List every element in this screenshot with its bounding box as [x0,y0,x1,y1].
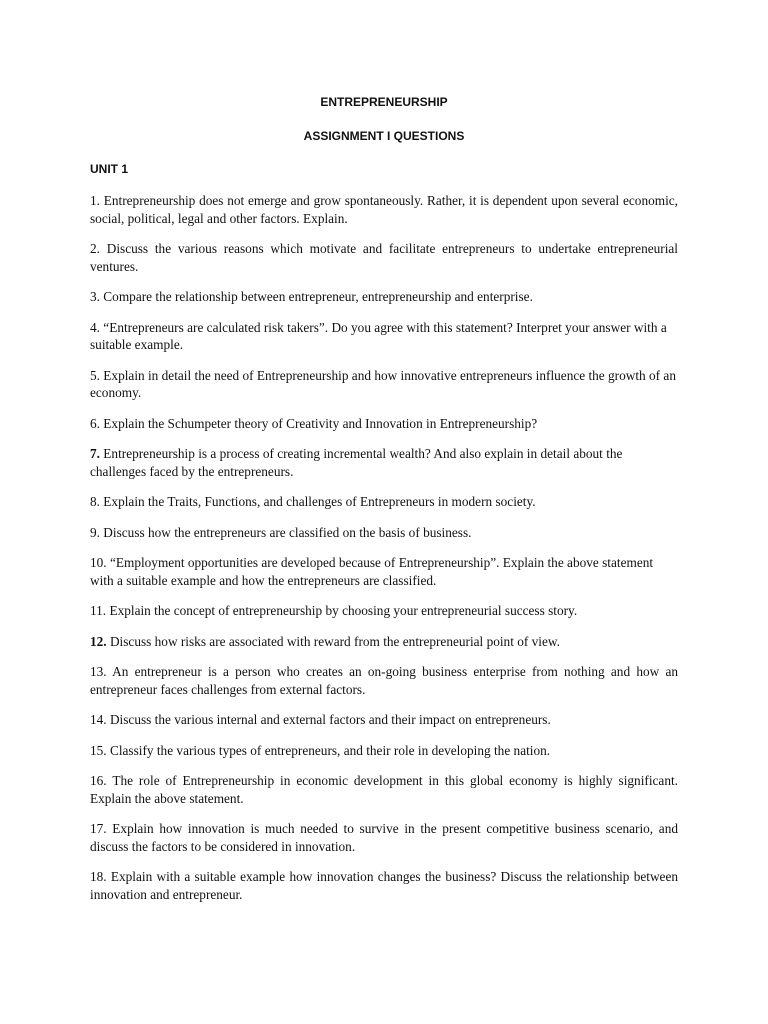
question-text: Compare the relationship between entrepreneur, entrepreneurship and enterprise. [99,289,533,304]
question-6 [90,415,678,433]
question-text: “Entrepreneurs are calculated risk takers”. Do you agree with this statement? Interpret your answer with a suitable example. [90,319,667,352]
question-number: 18. [90,869,107,884]
question-text: Discuss the various reasons which motivate and facilitate entrepreneurs to undertake entrepreneurial ventures. [90,241,678,274]
question-number: 6. [90,415,100,431]
question-number: 5. [90,367,100,383]
question-number: 16. [90,773,107,788]
question-5 [90,367,678,402]
question-12 [90,633,678,651]
question-18 [90,868,678,903]
question-text: Discuss how the entrepreneurs are classified on the basis of business. [99,524,472,540]
question-text: Explain the concept of entrepreneurship by choosing your entrepreneurial success story. [106,603,578,618]
question-10 [90,554,678,589]
document-subtitle: ASSIGNMENT I QUESTIONS [303,129,465,143]
question-text: Explain how innovation is much needed to survive in the present competitive business scenario, and discuss the factors to be considered in innovation. [90,821,678,854]
question-9 [90,524,678,542]
question-1 [90,192,678,227]
question-4 [90,319,678,354]
question-list [90,192,678,916]
question-number: 12. [90,633,107,649]
question-14 [90,711,678,729]
question-number: 1. [90,193,100,208]
question-number: 10. [90,555,107,570]
question-number: 8. [90,494,100,509]
question-number: 7. [90,446,100,461]
question-number: 3. [90,289,100,304]
question-16 [90,772,678,807]
question-7 [90,445,678,480]
question-number: 15. [90,742,107,758]
question-number: 14. [90,712,107,727]
question-number: 17. [90,821,107,836]
question-8 [90,493,678,511]
question-15 [90,742,678,760]
document-page [90,0,678,1024]
question-text: Explain the Traits, Functions, and challenges of Entrepreneurs in modern society. [99,494,536,509]
question-number: 11. [90,603,107,618]
question-text: Discuss the various internal and external factors and their impact on entrepreneurs. [106,712,551,727]
question-text: The role of Entrepreneurship in economic development in this global economy is highly significant. Explain the above statement. [90,773,678,806]
question-number: 9. [90,524,100,540]
question-text: Explain with a suitable example how innovation changes the business? Discuss the relationship between innovation and entrepreneur. [90,869,678,902]
question-number: 13. [90,664,107,679]
question-2 [90,240,678,275]
question-text: Entrepreneurship does not emerge and grow spontaneously. Rather, it is dependent upon several economic, social, political, legal and other factors. Explain. [90,193,678,226]
question-17 [90,820,678,855]
question-text: Discuss how risks are associated with reward from the entrepreneurial point of view. [106,633,560,649]
question-13 [90,663,678,698]
document-title: ENTREPRENEURSHIP [320,95,448,109]
question-text: “Employment opportunities are developed because of Entrepreneurship”. Explain the above statement with a suitable example and how the entrepreneurs are classified. [90,555,654,588]
question-text: Explain in detail the need of Entrepreneurship and how innovative entrepreneurs influence the growth of an economy. [90,367,676,400]
question-text: Classify the various types of entrepreneurs, and their role in developing the nation. [106,742,551,758]
question-3 [90,288,678,306]
question-text: Explain the Schumpeter theory of Creativity and Innovation in Entrepreneurship? [99,415,538,431]
question-11 [90,602,678,620]
question-text: Entrepreneurship is a process of creating incremental wealth? And also explain in detail about the challenges faced by the entrepreneurs. [90,446,623,479]
question-number: 2. [90,241,100,256]
question-text: An entrepreneur is a person who creates an on-going business enterprise from nothing and how an entrepreneur faces challenges from external factors. [90,664,678,697]
question-number: 4. [90,319,100,335]
unit-heading: UNIT 1 [90,162,129,176]
